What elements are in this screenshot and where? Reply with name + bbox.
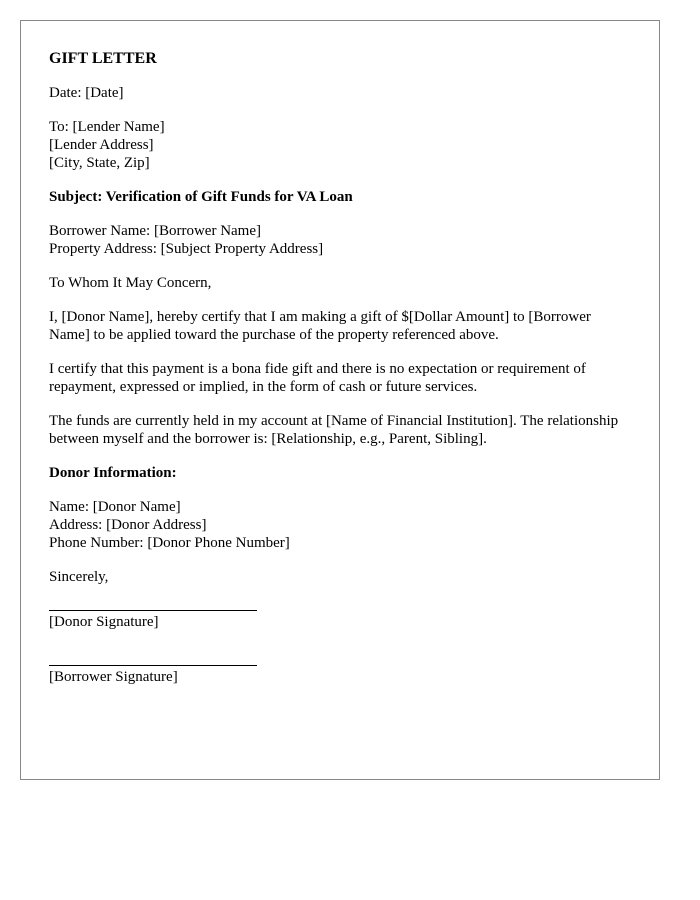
donor-signature-line: [49, 610, 257, 611]
donor-name-line: Name: [Donor Name]: [49, 499, 181, 515]
letter-closing: Sincerely,: [49, 569, 109, 585]
recipient-name-line: To: [Lender Name]: [49, 119, 165, 135]
bona-fide-gift-paragraph: I certify that this payment is a bona fide gift and there is no expectation or requirement of repayment, expressed or implied, in the form of cash or future services.: [49, 361, 586, 395]
donor-info-heading: Donor Information:: [49, 465, 177, 481]
letter-subject: Subject: Verification of Gift Funds for VA Loan: [49, 189, 353, 205]
borrower-info-block: [49, 222, 631, 258]
borrower-signature-block: [49, 665, 631, 686]
property-address-line: Property Address: [Subject Property Address]: [49, 241, 324, 257]
borrower-name-line: Borrower Name: [Borrower Name]: [49, 223, 261, 239]
donor-address-line: Address: [Donor Address]: [49, 517, 207, 533]
recipient-city-line: [City, State, Zip]: [49, 155, 150, 171]
donor-signature-label: [Donor Signature]: [49, 614, 159, 630]
letter-title: GIFT LETTER: [49, 50, 157, 67]
gift-letter-document: [20, 20, 660, 780]
recipient-address-block: [49, 118, 631, 172]
borrower-signature-line: [49, 665, 257, 666]
letter-salutation: To Whom It May Concern,: [49, 275, 212, 291]
funds-relationship-paragraph: The funds are currently held in my account at [Name of Financial Institution]. The relationship between myself and the borrower is: [Relationship, e.g., Parent, Sibling].: [49, 413, 619, 447]
donor-info-block: [49, 498, 631, 552]
recipient-address-line: [Lender Address]: [49, 137, 154, 153]
donor-signature-block: [49, 610, 631, 631]
donor-phone-line: Phone Number: [Donor Phone Number]: [49, 535, 290, 551]
letter-date: Date: [Date]: [49, 85, 124, 101]
borrower-signature-label: [Borrower Signature]: [49, 669, 178, 685]
gift-certification-paragraph: I, [Donor Name], hereby certify that I am making a gift of $[Dollar Amount] to [Borrower Name] to be applied toward the purchase of the property referenced above.: [49, 309, 591, 343]
